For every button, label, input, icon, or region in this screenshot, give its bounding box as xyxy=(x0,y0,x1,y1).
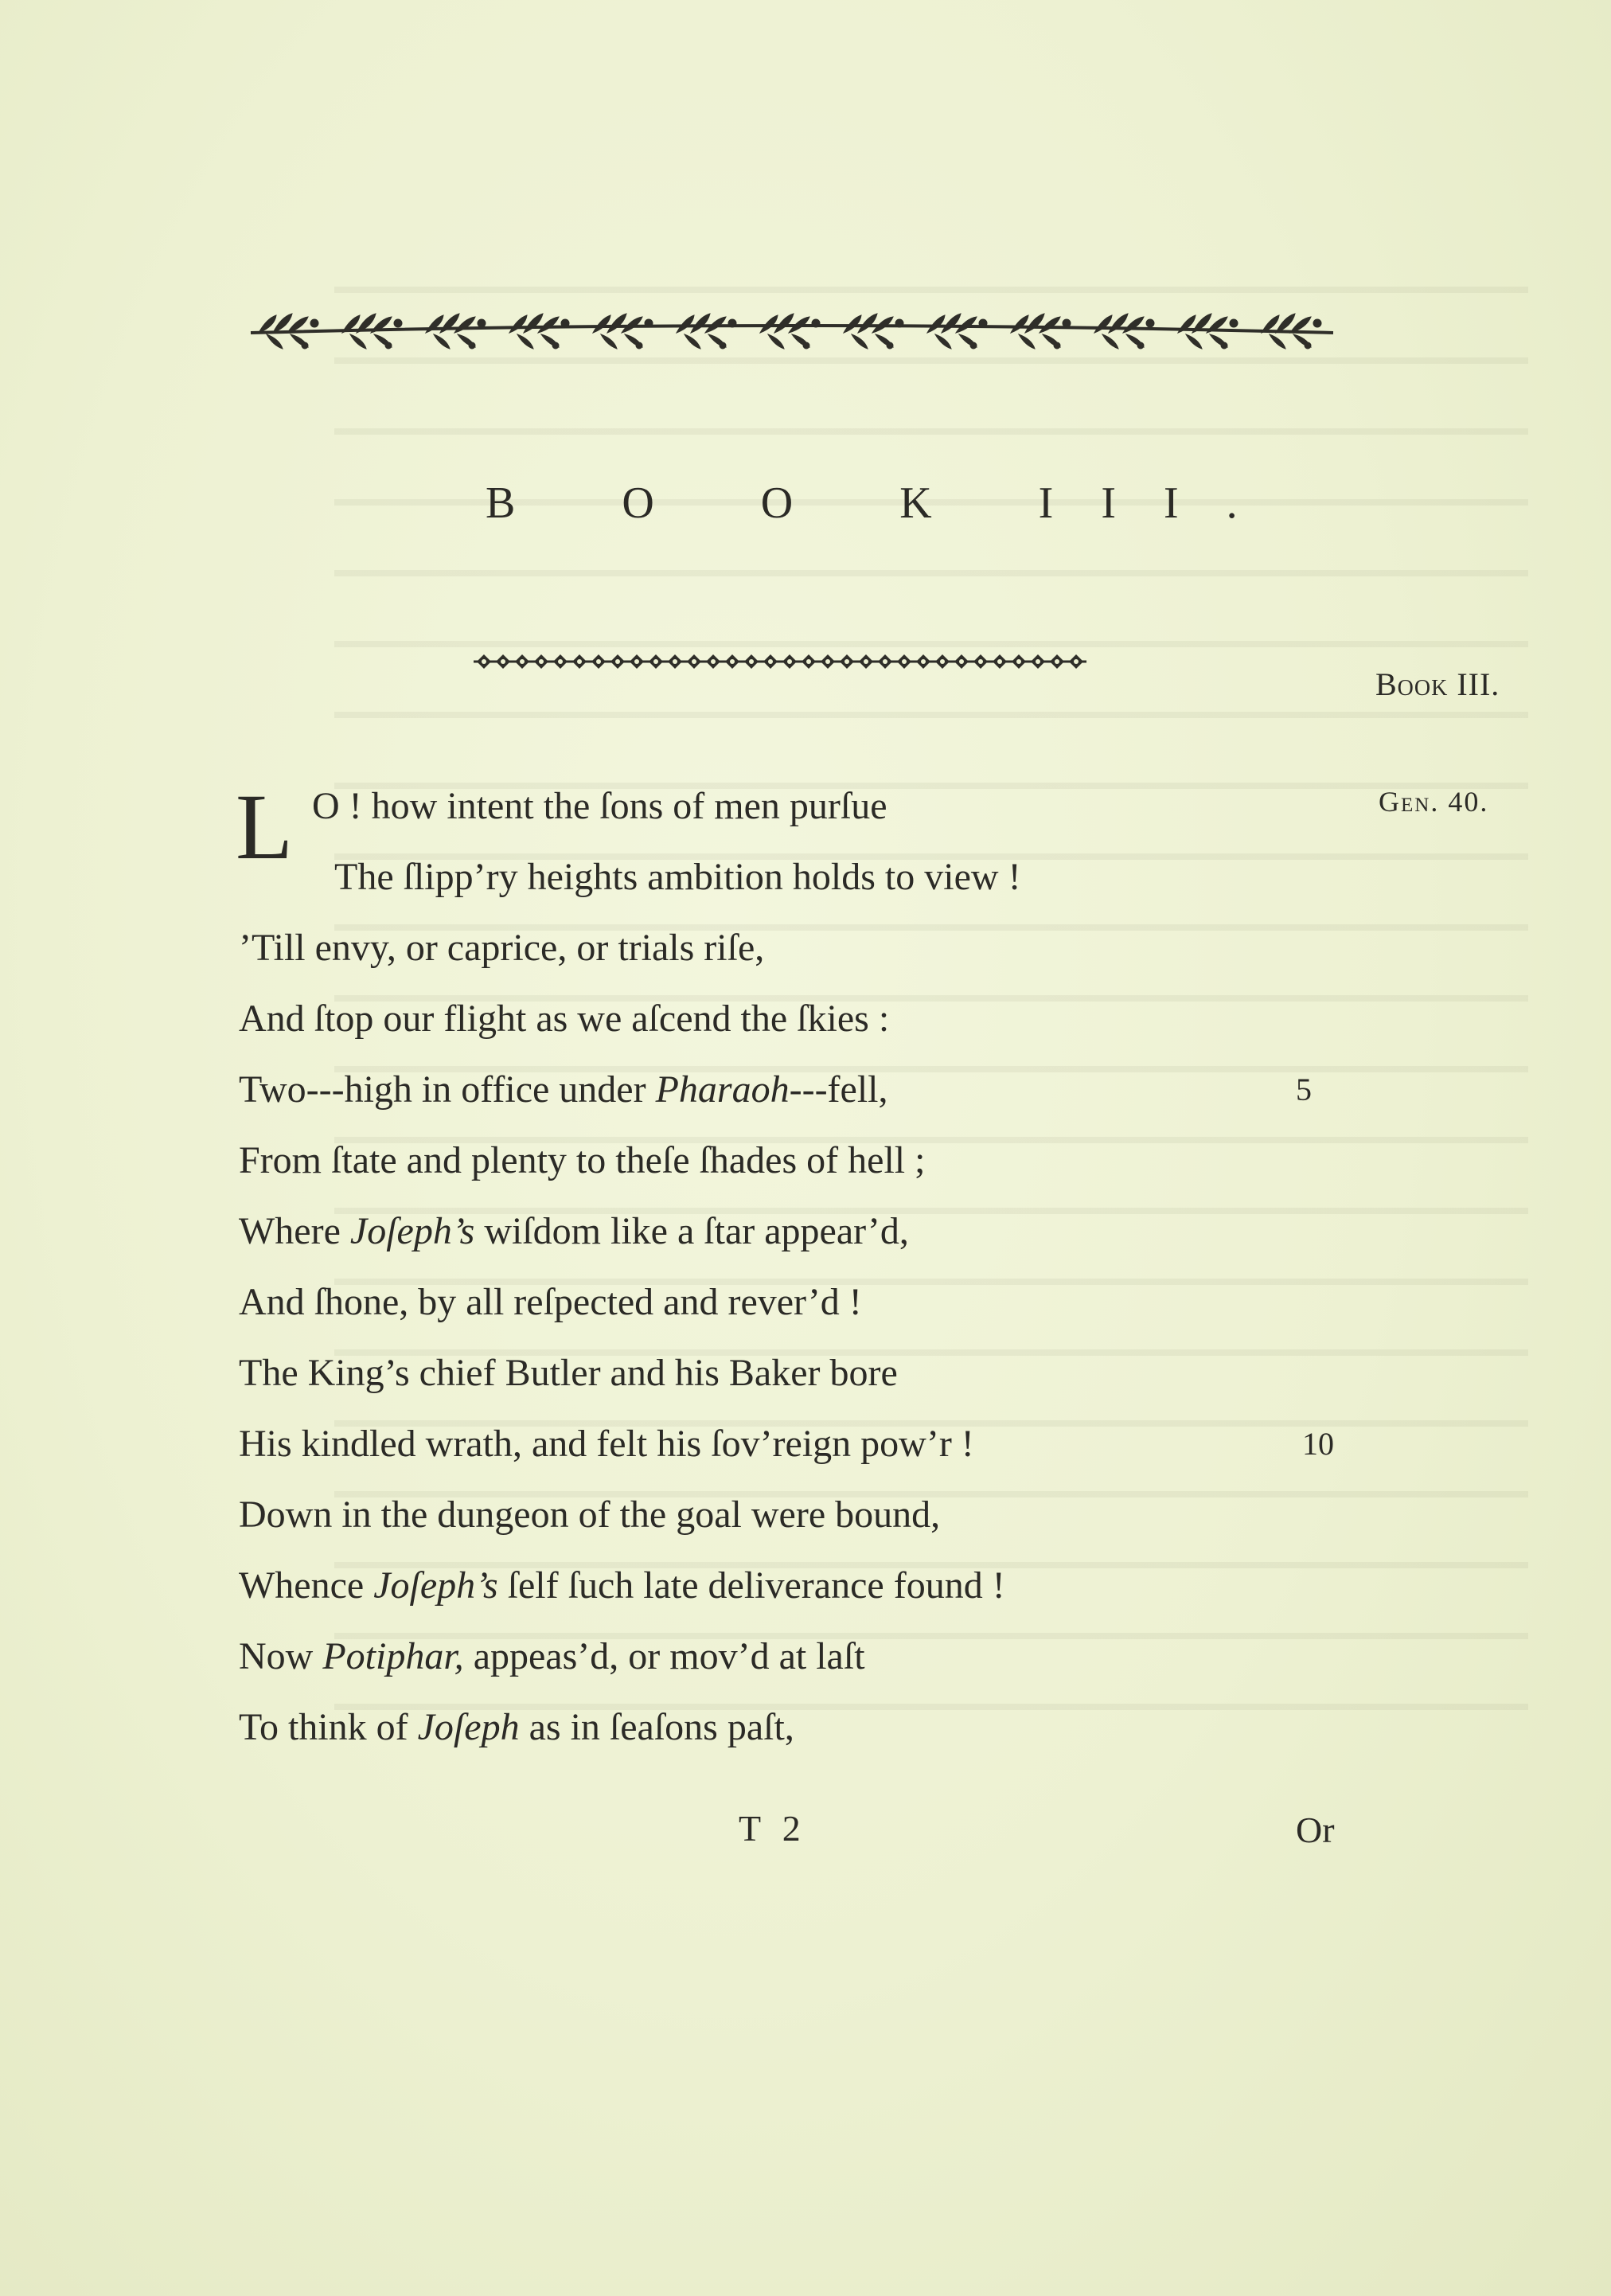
line-text: ſelf ſuch late deliverance found ! xyxy=(497,1564,1005,1607)
line-text: To think of xyxy=(239,1706,418,1748)
poem-line xyxy=(239,1629,1433,1700)
italic-name: Joſeph xyxy=(417,1706,520,1748)
italic-name: Joſeph’s xyxy=(373,1564,498,1607)
poem-line xyxy=(239,991,1433,1062)
poem-line xyxy=(239,1487,1433,1558)
line-number: 5 xyxy=(1296,1072,1312,1107)
poem-line xyxy=(239,849,1433,920)
italic-name: Joſeph’s xyxy=(349,1210,475,1252)
line-text: Where xyxy=(239,1210,350,1252)
rule-ornament xyxy=(474,651,1086,672)
line-text: Two---high in office under xyxy=(239,1068,656,1111)
line-text: Whence xyxy=(239,1564,374,1607)
poem-line xyxy=(239,1275,1433,1345)
poem-text xyxy=(236,775,1433,1771)
line-text: Now xyxy=(239,1635,323,1677)
line-text: His kindled wrath, and felt his ſov’reign pow’r ! xyxy=(239,1423,974,1465)
line-text: And ſhone, by all reſpected and rever’d ! xyxy=(239,1281,862,1323)
drop-cap: L xyxy=(236,775,294,879)
line-text: wiſdom like a ſtar appear’d, xyxy=(474,1210,909,1252)
poem-line xyxy=(239,1345,1433,1416)
headpiece-ornament xyxy=(243,301,1341,358)
line-text: ---fell, xyxy=(789,1068,888,1111)
poem-line xyxy=(239,1558,1433,1629)
signature-mark: T 2 xyxy=(739,1808,807,1849)
line-text: as in ſeaſons paſt, xyxy=(519,1706,794,1748)
italic-name: Pharaoh xyxy=(655,1068,790,1111)
book-title: B O O K III. xyxy=(486,478,1285,528)
line-number: 10 xyxy=(1302,1426,1334,1462)
line-text: The King’s chief Butler and his Baker bore xyxy=(239,1352,898,1394)
italic-name: Potiphar, xyxy=(322,1635,464,1677)
poem-line xyxy=(239,1700,1433,1771)
poem-line xyxy=(239,1062,1433,1133)
line-text: O ! how intent the ſons of men purſue xyxy=(312,785,887,827)
line-text: From ſtate and plenty to theſe ſhades of hell ; xyxy=(239,1139,926,1181)
line-text: The ſlipp’ry heights ambition holds to view ! xyxy=(334,856,1021,898)
margin-scripture-reference: Gen. 40. xyxy=(1379,786,1489,818)
line-text: appeas’d, or mov’d at laſt xyxy=(463,1635,865,1677)
margin-book-label: Book III. xyxy=(1375,666,1500,702)
line-text: And ſtop our flight as we aſcend the ſkies : xyxy=(239,998,890,1040)
poem-line xyxy=(239,1133,1433,1204)
line-text: Down in the dungeon of the goal were bound, xyxy=(239,1494,941,1536)
catchword: Or xyxy=(1296,1810,1335,1850)
poem-line xyxy=(239,1204,1433,1275)
poem-line xyxy=(239,920,1433,991)
line-text: ’Till envy, or caprice, or trials riſe, xyxy=(239,927,765,969)
poem-line xyxy=(239,1416,1433,1487)
